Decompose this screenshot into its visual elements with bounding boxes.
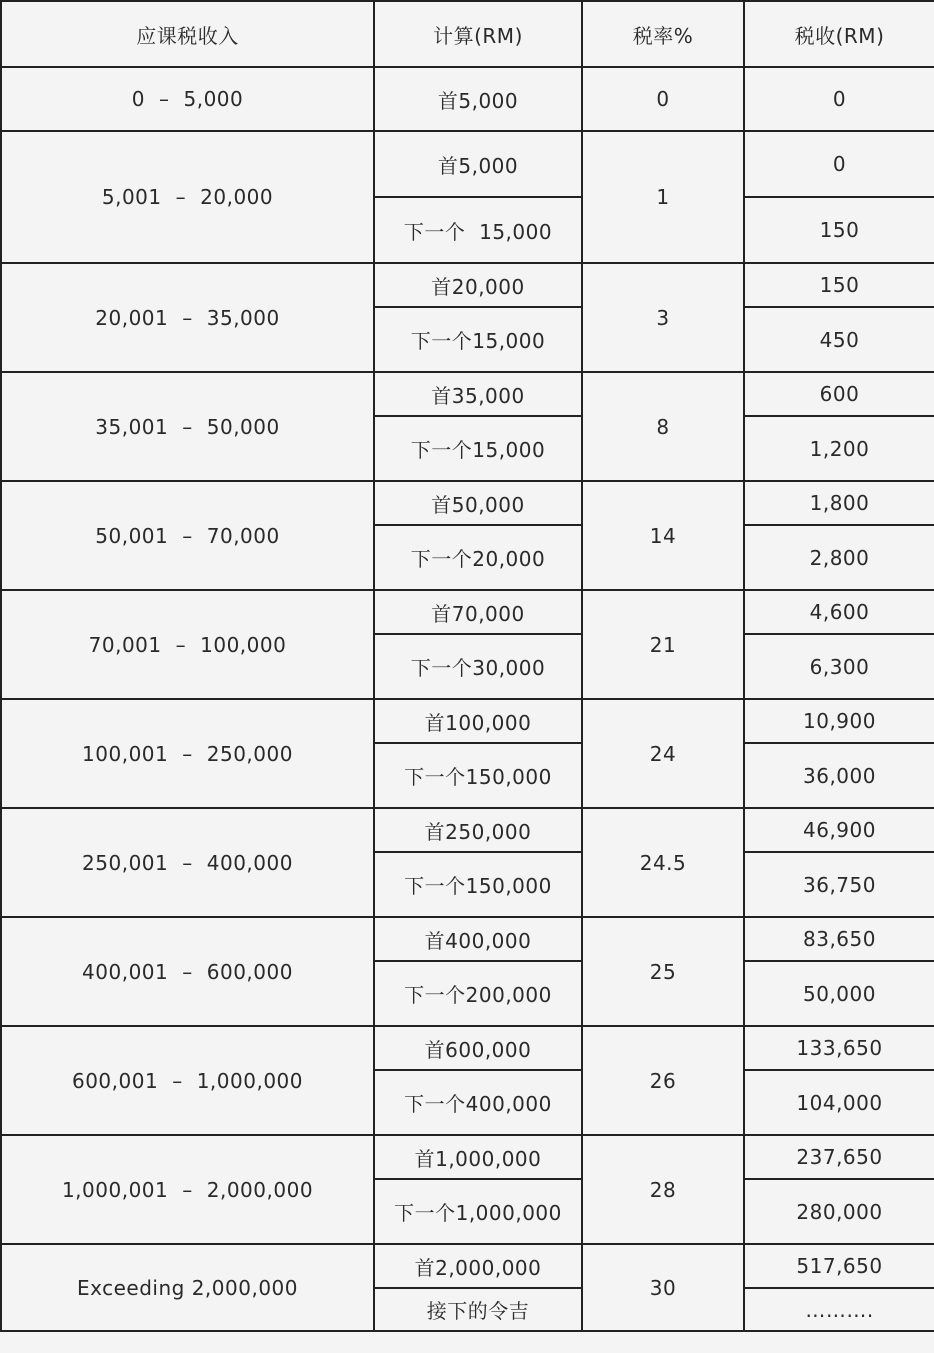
header-tax: 税收(RM): [744, 1, 934, 67]
rate-cell: 14: [582, 481, 744, 590]
range-dash: –: [182, 1177, 193, 1202]
calculation-cell: 首5,000: [374, 67, 582, 131]
calculation-cell: 首5,000: [374, 131, 582, 197]
rate-cell: 1: [582, 131, 744, 263]
table-row: [1, 263, 934, 307]
calculation-cell: 接下的令吉: [374, 1288, 582, 1331]
calculation-cell: 下一个200,000: [374, 961, 582, 1026]
table-row: [1, 372, 934, 416]
income-from: 20,001: [95, 305, 169, 330]
income-from: 5,001: [101, 185, 162, 209]
rate-cell: 30: [582, 1244, 744, 1331]
tax-cell: 600: [744, 372, 934, 416]
income-from: 600,001: [71, 1068, 159, 1093]
calculation-cell: 首1,000,000: [374, 1135, 582, 1179]
rate-cell: 0: [582, 67, 744, 131]
range-dash: –: [175, 185, 187, 209]
income-range: [1, 67, 374, 131]
calculation-cell: 首2,000,000: [374, 1244, 582, 1288]
income-range: [1, 917, 374, 1026]
tax-cell: 133,650: [744, 1026, 934, 1070]
tax-cell: 50,000: [744, 961, 934, 1026]
calculation-cell: 下一个150,000: [374, 743, 582, 808]
table-body: [1, 67, 934, 1331]
calculation-cell: 下一个150,000: [374, 852, 582, 917]
calculation-cell: 下一个15,000: [374, 416, 582, 481]
income-range: [1, 699, 374, 808]
rate-cell: 24: [582, 699, 744, 808]
header-taxable-income: 应课税收入: [1, 1, 374, 67]
header-calculation: 计算(RM): [374, 1, 582, 67]
income-to: 100,000: [200, 632, 287, 657]
calculation-cell: 首20,000: [374, 263, 582, 307]
income-from: 100,001: [82, 741, 169, 766]
table-row: [1, 1244, 934, 1288]
range-dash: –: [172, 1068, 183, 1093]
income-to: 5,000: [183, 87, 244, 111]
tax-cell: 1,800: [744, 481, 934, 525]
calculation-cell: 下一个30,000: [374, 634, 582, 699]
calculation-cell: 首400,000: [374, 917, 582, 961]
tax-cell: 6,300: [744, 634, 934, 699]
income-range: [1, 1026, 374, 1135]
income-from: 400,001: [82, 959, 169, 984]
income-to: 600,000: [206, 959, 293, 984]
income-to: 50,000: [206, 414, 280, 439]
income-range: [1, 1135, 374, 1244]
tax-cell: 0: [744, 131, 934, 197]
rate-cell: 21: [582, 590, 744, 699]
rate-cell: 28: [582, 1135, 744, 1244]
income-range: [1, 481, 374, 590]
calculation-cell: 首35,000: [374, 372, 582, 416]
table-row: [1, 699, 934, 743]
income-range: [1, 1244, 374, 1331]
tax-cell: 4,600: [744, 590, 934, 634]
rate-cell: 24.5: [582, 808, 744, 917]
range-dash: –: [175, 632, 187, 657]
rate-cell: 26: [582, 1026, 744, 1135]
range-dash: –: [182, 959, 193, 984]
calculation-cell: 首50,000: [374, 481, 582, 525]
income-to: 70,000: [206, 523, 280, 548]
table-row: [1, 917, 934, 961]
rate-cell: 8: [582, 372, 744, 481]
range-dash: –: [158, 87, 170, 111]
header-row: [1, 1, 934, 67]
tax-cell: 150: [744, 263, 934, 307]
header-rate: 税率%: [582, 1, 744, 67]
tax-cell: 36,000: [744, 743, 934, 808]
income-from: 50,001: [95, 523, 169, 548]
income-range: [1, 372, 374, 481]
income-range: [1, 590, 374, 699]
income-range: [1, 131, 374, 263]
tax-cell: 1,200: [744, 416, 934, 481]
tax-cell: 83,650: [744, 917, 934, 961]
income-range: [1, 263, 374, 372]
tax-cell: 46,900: [744, 808, 934, 852]
calculation-cell: 下一个20,000: [374, 525, 582, 590]
income-to: 20,000: [200, 185, 274, 209]
income-to: 35,000: [206, 305, 280, 330]
income-from: 70,001: [88, 632, 162, 657]
income-to: 400,000: [206, 850, 293, 875]
table-row: [1, 67, 934, 131]
calculation-cell: 首70,000: [374, 590, 582, 634]
calculation-cell: 首100,000: [374, 699, 582, 743]
calculation-cell: 下一个1,000,000: [374, 1179, 582, 1244]
rate-cell: 3: [582, 263, 744, 372]
table-row: [1, 590, 934, 634]
income-from: 1,000,001: [61, 1177, 169, 1202]
income-from: 250,001: [82, 850, 169, 875]
tax-cell: 36,750: [744, 852, 934, 917]
range-dash: –: [182, 523, 193, 548]
tax-cell: 450: [744, 307, 934, 372]
table-row: [1, 808, 934, 852]
tax-cell: ……….: [744, 1288, 934, 1331]
calculation-cell: 下一个400,000: [374, 1070, 582, 1135]
table-row: [1, 1026, 934, 1070]
tax-cell: 104,000: [744, 1070, 934, 1135]
tax-cell: 237,650: [744, 1135, 934, 1179]
calculation-cell: 下一个15,000: [374, 307, 582, 372]
tax-cell: 150: [744, 197, 934, 263]
income-label: Exceeding 2,000,000: [77, 1275, 298, 1300]
tax-cell: 10,900: [744, 699, 934, 743]
tax-cell: 0: [744, 67, 934, 131]
calculation-cell: 下一个 15,000: [374, 197, 582, 263]
tax-cell: 280,000: [744, 1179, 934, 1244]
calculation-cell: 首600,000: [374, 1026, 582, 1070]
tax-cell: 517,650: [744, 1244, 934, 1288]
income-from: 0: [131, 87, 145, 111]
income-to: 1,000,000: [196, 1068, 303, 1093]
income-to: 2,000,000: [206, 1177, 314, 1202]
table-row: [1, 131, 934, 197]
rate-cell: 25: [582, 917, 744, 1026]
income-from: 35,001: [95, 414, 169, 439]
range-dash: –: [182, 414, 193, 439]
income-to: 250,000: [206, 741, 293, 766]
range-dash: –: [182, 741, 193, 766]
calculation-cell: 首250,000: [374, 808, 582, 852]
table-row: [1, 481, 934, 525]
table-row: [1, 1135, 934, 1179]
tax-cell: 2,800: [744, 525, 934, 590]
range-dash: –: [182, 305, 193, 330]
range-dash: –: [182, 850, 193, 875]
income-range: [1, 808, 374, 917]
